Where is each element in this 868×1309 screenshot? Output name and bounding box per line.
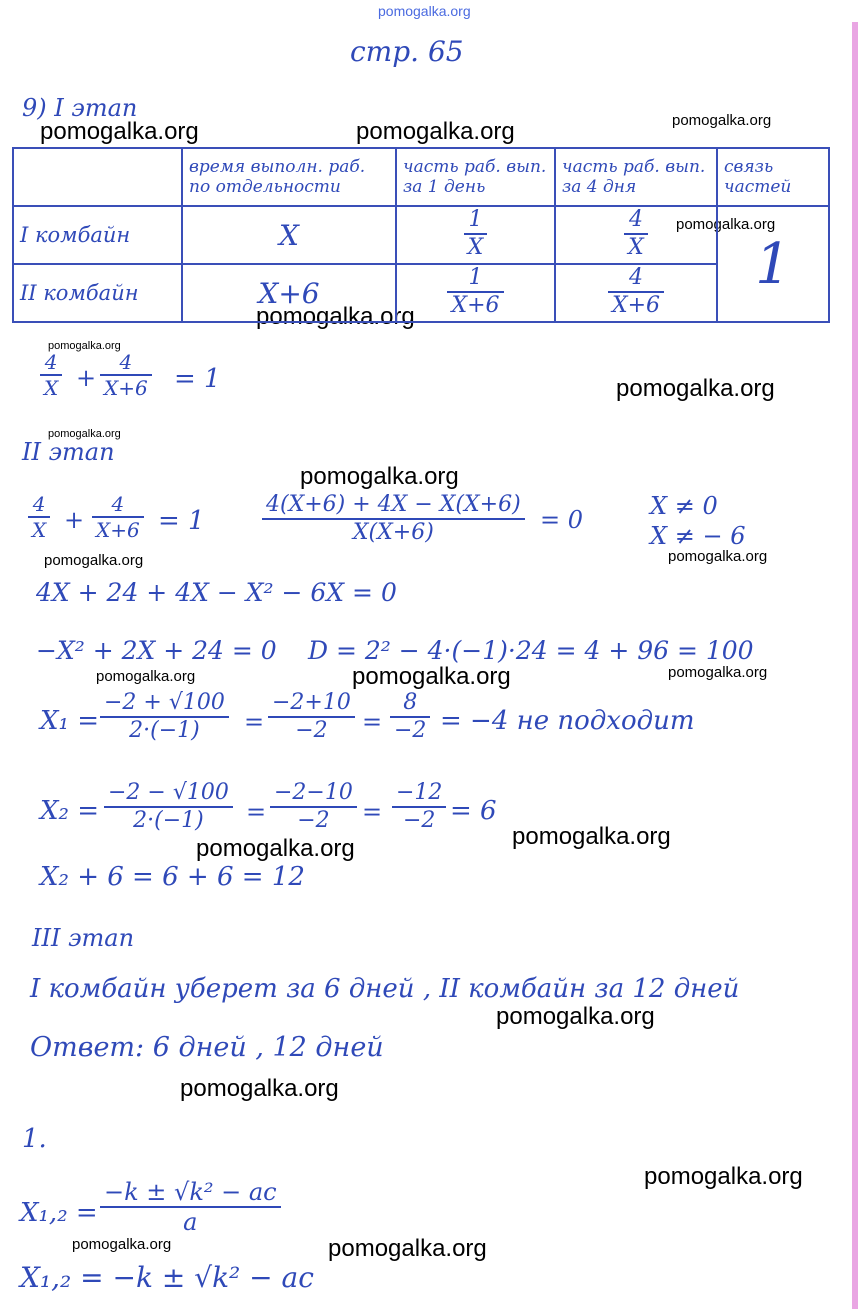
fraction: $\frac{-2+10}{-2}$: [268, 692, 355, 742]
watermark: pomogalka.org: [352, 663, 511, 690]
watermark: pomogalka.org: [44, 552, 144, 569]
watermark: pomogalka.org: [96, 668, 196, 685]
plus-sign: +: [76, 364, 97, 392]
watermark: pomogalka.org: [300, 463, 459, 490]
domain-condition: X ≠ 0: [650, 492, 718, 520]
table-header: часть раб. вып. за 1 день: [396, 148, 555, 206]
stage2-heading: II этап: [22, 438, 115, 466]
row-label: II комбайн: [13, 264, 182, 322]
discriminant: D = 2² − 4·(−1)·24 = 4 + 96 = 100: [308, 636, 754, 665]
equals-sign: =: [362, 798, 383, 826]
time-cell: X: [182, 206, 396, 264]
watermark: pomogalka.org: [512, 823, 671, 850]
equals-sign: =: [362, 708, 383, 736]
quadratic-equation: −X² + 2X + 24 = 0: [36, 636, 277, 665]
link-cell: 1: [717, 206, 829, 322]
fraction: $\frac{8}{-2}$: [390, 692, 430, 742]
stage1-heading: 9) I этап: [22, 94, 138, 122]
four-day-cell: $\frac{4}{X+6}$: [555, 264, 717, 322]
watermark: pomogalka.org: [40, 118, 199, 145]
watermark: pomogalka.org: [328, 1235, 487, 1262]
fraction: $\frac{4}{X}$: [40, 352, 62, 398]
time-cell: X+6: [182, 264, 396, 322]
plus-sign: +: [64, 506, 85, 534]
fraction: $\frac{4}{X+6}$: [100, 352, 152, 398]
second-root-plus-six: X₂ + 6 = 6 + 6 = 12: [40, 862, 305, 892]
fraction: $\frac{4}{X}$: [28, 494, 50, 540]
fraction: $\frac{\text{−k ± √k² − ac}}{a}$: [100, 1180, 281, 1234]
problem-number: 1.: [22, 1124, 47, 1154]
watermark: pomogalka.org: [616, 375, 775, 402]
one-day-cell: $\frac{1}{X}$: [396, 206, 555, 264]
table-row: [13, 206, 829, 264]
work-table: [12, 147, 830, 323]
root-result: = 6: [450, 796, 497, 826]
row-label: I комбайн: [13, 206, 182, 264]
expanded-equation: 4X + 24 + 4X − X² − 6X = 0: [36, 578, 397, 607]
equation-rhs: = 1: [158, 506, 205, 536]
four-day-cell: $\frac{4}{X}$: [555, 206, 717, 264]
equation-rhs: = 0: [540, 506, 584, 534]
answer-text: Ответ: 6 дней , 12 дней: [30, 1032, 384, 1063]
table-header: часть раб. вып. за 4 дня: [555, 148, 717, 206]
watermark: pomogalka.org: [668, 664, 768, 681]
equals-sign: =: [246, 798, 267, 826]
page-margin-line: [852, 22, 858, 1309]
root-result: = −4 не подходит: [440, 706, 695, 736]
formula-label: X₁,₂ =: [20, 1198, 98, 1228]
equals-sign: =: [244, 708, 265, 736]
page-number: стр. 65: [350, 35, 464, 68]
stage3-heading: III этап: [32, 924, 135, 952]
equation-rhs: = 1: [174, 364, 221, 394]
watermark: pomogalka.org: [378, 3, 471, 19]
fraction: $\frac{-2 - √100}{2\cdot(-1)}$: [104, 782, 233, 832]
watermark: pomogalka.org: [48, 340, 121, 352]
fraction: $\frac{-2 + √100}{2\cdot(-1)}$: [100, 692, 229, 742]
table-corner: [13, 148, 182, 206]
watermark: pomogalka.org: [644, 1163, 803, 1190]
watermark: pomogalka.org: [668, 548, 768, 565]
watermark: pomogalka.org: [356, 118, 515, 145]
fraction: $\frac{4(X+6) + 4X - X(X+6)}{X(X+6)}$: [262, 494, 525, 544]
table-header: время выполн. раб. по отдельности: [182, 148, 396, 206]
watermark: pomogalka.org: [196, 835, 355, 862]
root-label: X₁ =: [40, 706, 99, 736]
root-label: X₂ =: [40, 796, 99, 826]
watermark: pomogalka.org: [672, 112, 772, 129]
watermark: pomogalka.org: [256, 303, 415, 330]
one-day-cell: $\frac{1}{X+6}$: [396, 264, 555, 322]
watermark: pomogalka.org: [676, 216, 776, 233]
domain-condition: X ≠ − 6: [650, 522, 746, 550]
watermark: pomogalka.org: [72, 1236, 172, 1253]
table-row: [13, 264, 829, 322]
table-header: связь частей: [717, 148, 829, 206]
watermark: pomogalka.org: [180, 1075, 339, 1102]
fraction: $\frac{4}{X+6}$: [92, 494, 144, 540]
watermark: pomogalka.org: [496, 1003, 655, 1030]
watermark: pomogalka.org: [48, 428, 121, 440]
conclusion-text: I комбайн уберет за 6 дней , II комбайн за 12 дней: [30, 974, 740, 1004]
fraction: $\frac{-12}{-2}$: [392, 782, 446, 832]
simplified-formula: X₁,₂ = −k ± √k² − ac: [20, 1261, 314, 1294]
fraction: $\frac{-2-10}{-2}$: [270, 782, 357, 832]
